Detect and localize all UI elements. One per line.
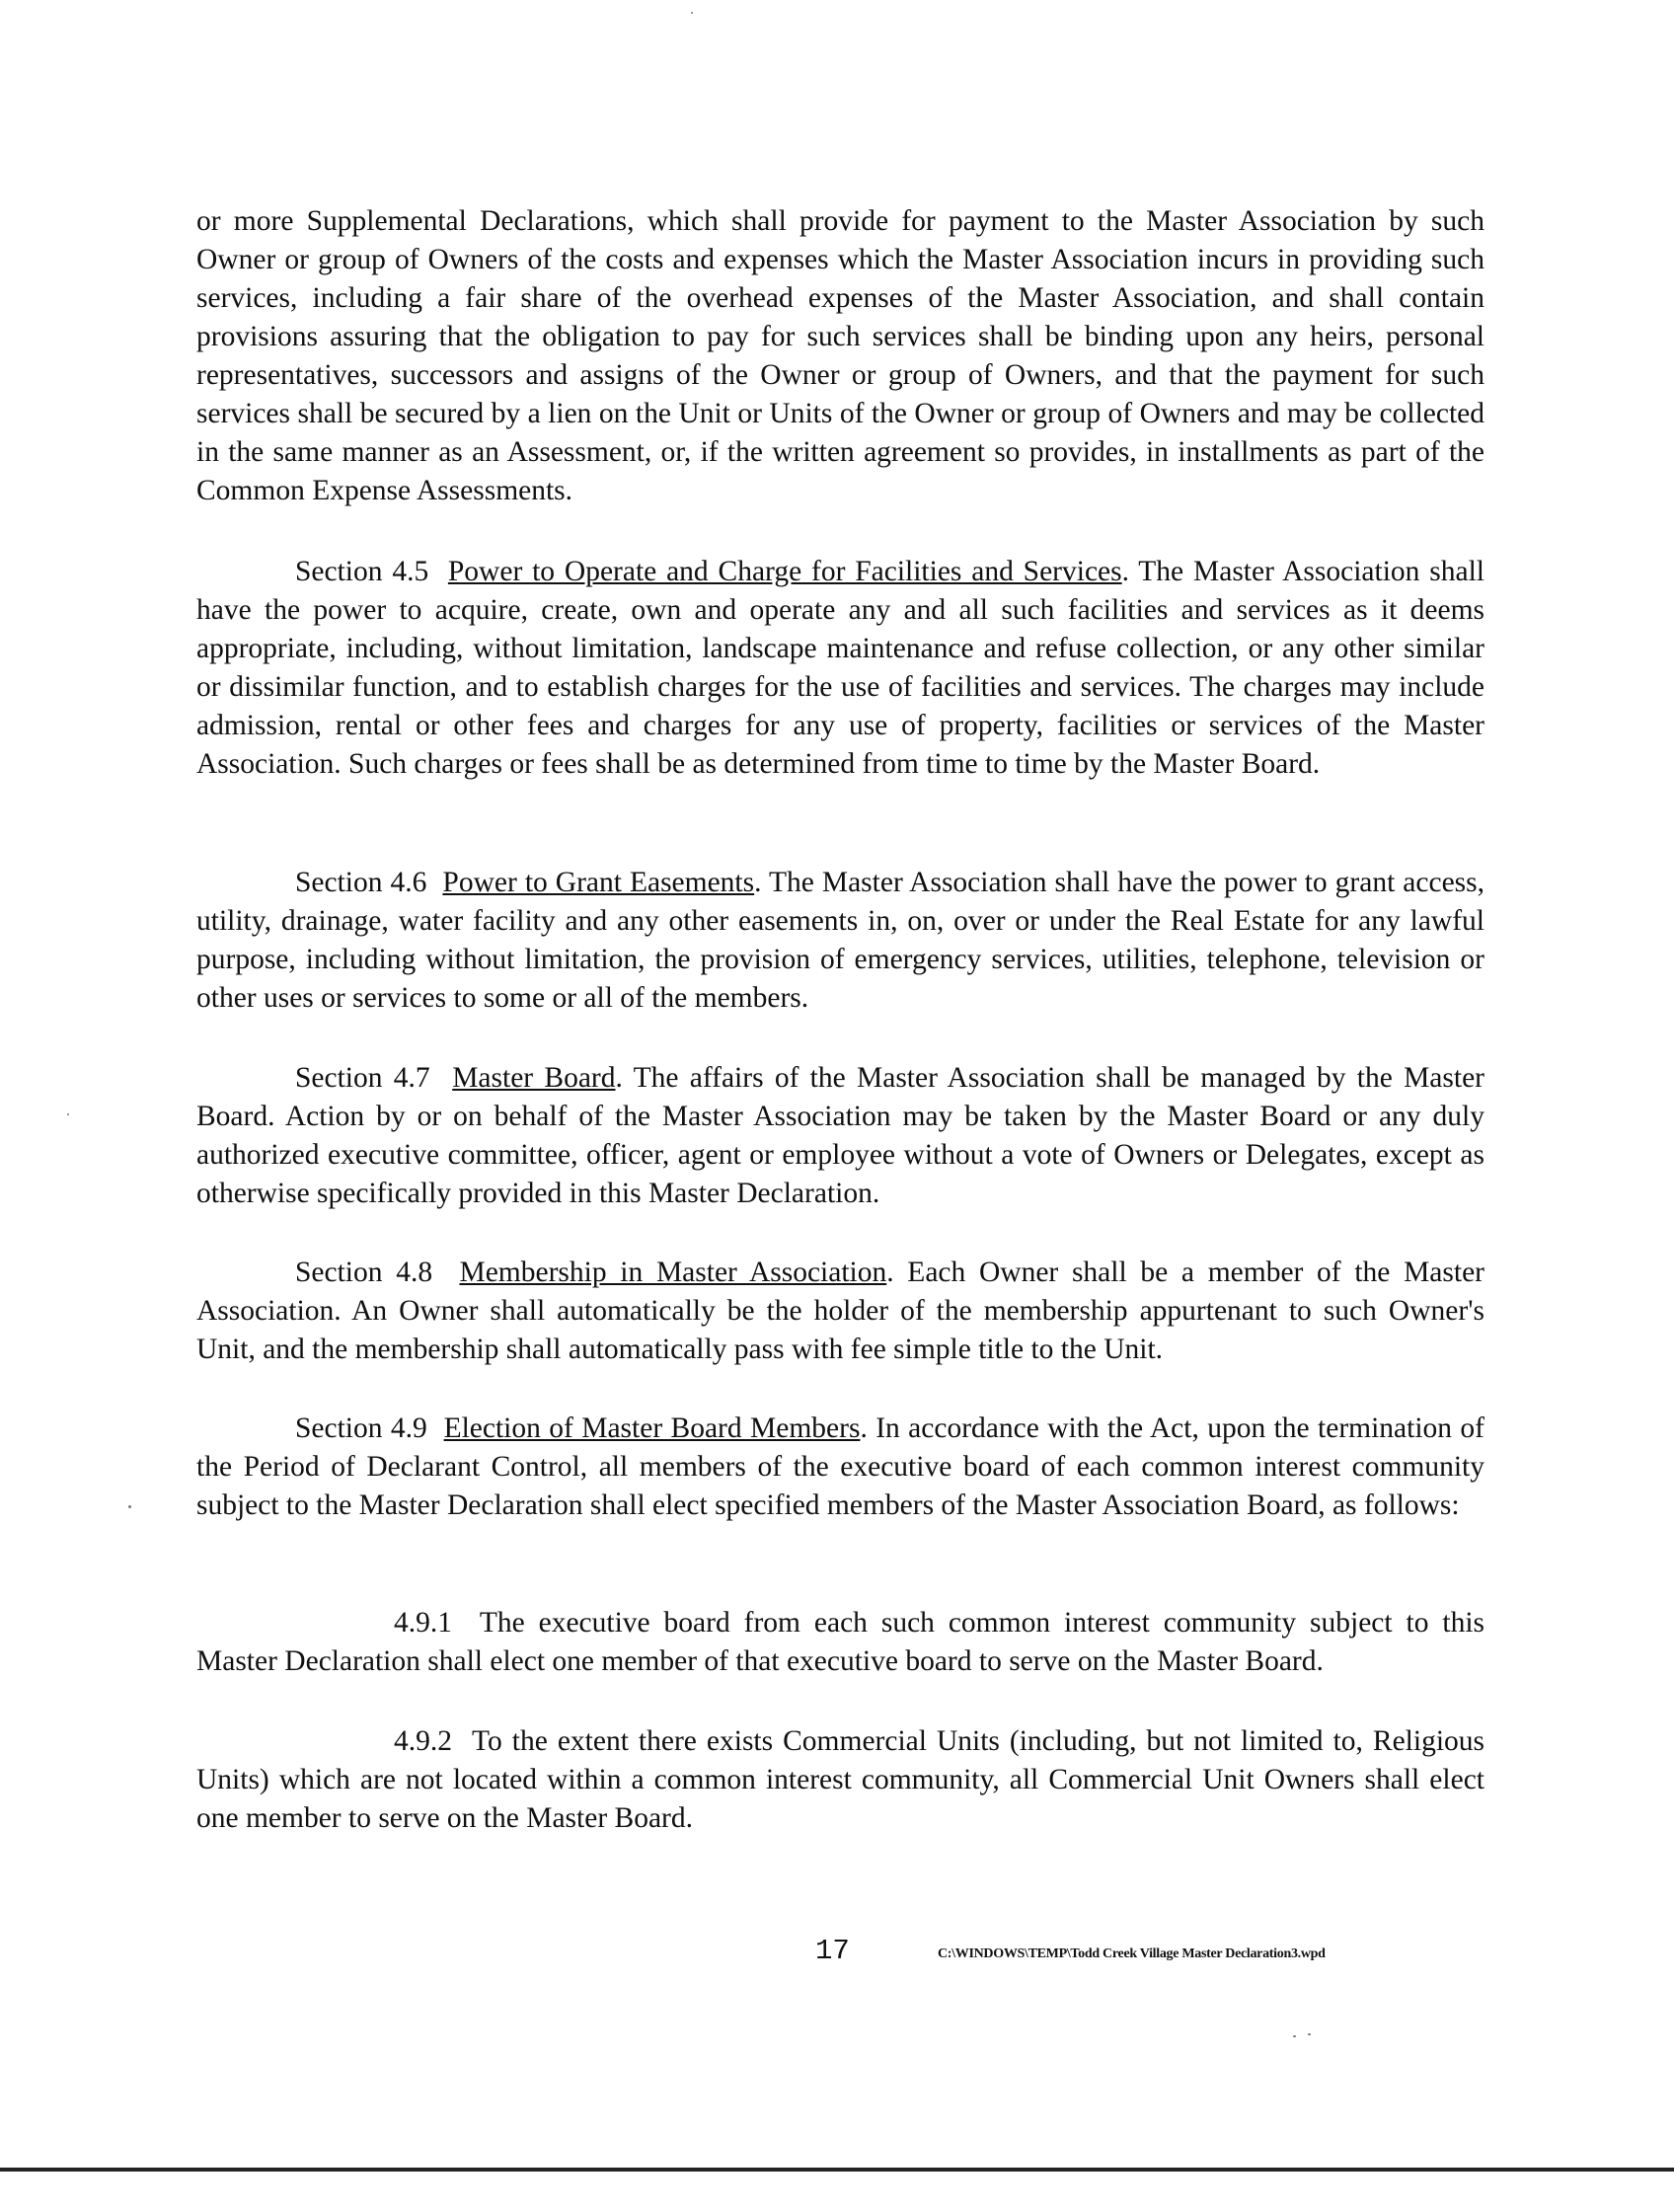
bottom-scan-rule — [0, 2168, 1674, 2172]
scan-speck — [128, 1505, 131, 1508]
section-body: . The Master Association shall have the power to acquire, create, own and operate any and all such facilities and services as it deems appropriate, including, without limitation, landscape maintenance and refuse collection, or any other similar or dissimilar function, and to establish charges for the use of facilities and services. The charges may include admission, rental or other fees and charges for any use of property, facilities or services of the Master Association. Such charges or fees shall be as determined from time to time by the Master Board. — [196, 556, 1484, 780]
scan-speck — [67, 1113, 69, 1115]
section-title: Election of Master Board Members — [443, 1412, 861, 1444]
section-4-9 — [196, 1410, 1484, 1525]
section-title: Membership in Master Association — [459, 1257, 887, 1288]
section-body: . The affairs of the Master Association shall be managed by the Master Board. Action by or on behalf of the Master Association may be taken by the Master Board or any duly authorized executive committee, officer, agent or employee without a vote of Owners or Delegates, except as otherwise specifically provided in this Master Declaration. — [196, 1062, 1484, 1209]
section-number: Section 4.5 — [295, 556, 429, 587]
scan-speck — [1308, 2033, 1311, 2035]
section-number: Section 4.9 — [295, 1412, 427, 1444]
page-number: 17 — [815, 1935, 850, 1967]
subsection-number: 4.9.2 — [394, 1725, 452, 1757]
section-4-7 — [196, 1059, 1484, 1213]
section-title: Power to Grant Easements — [442, 867, 755, 898]
subsection-4-9-2 — [196, 1722, 1484, 1838]
section-4-6 — [196, 864, 1484, 1018]
section-4-5 — [196, 553, 1484, 784]
section-title: Master Board — [452, 1062, 616, 1094]
section-body: . In accordance with the Act, upon the termination of the Period of Declarant Control, all members of the executive board of each common interest community subject to the Master Declaration shall elect specified members of the Master Association Board, as follows: — [196, 1412, 1485, 1521]
subsection-4-9-1 — [196, 1604, 1484, 1681]
section-4-8 — [196, 1254, 1484, 1369]
section-body: . Each Owner shall be a member of the Master Association. An Owner shall automatically be the holder of the membership appurtenant to such Owner's Unit, and the membership shall automatically pass with fee simple title to the Unit. — [196, 1257, 1484, 1365]
section-number: Section 4.6 — [295, 867, 427, 898]
scan-speck — [691, 12, 693, 14]
scan-speck — [1293, 2035, 1296, 2037]
section-number: Section 4.7 — [295, 1062, 430, 1094]
section-title: Power to Operate and Charge for Facilities and Services — [447, 556, 1122, 587]
continuation-paragraph: or more Supplemental Declarations, which shall provide for payment to the Master Association by such Owner or group of Owners of the costs and expenses which the Master Association incurs in providing such services, including a fair share of the overhead expenses of the Master Association, and shall contain provisions assuring that the obligation to pay for such services shall be binding upon any heirs, personal representatives, successors and assigns of the Owner or group of Owners, and that the payment for such services shall be secured by a lien on the Unit or Units of the Owner or group of Owners and may be collected in the same manner as an Assessment, or, if the written agreement so provides, in installments as part of the Common Expense Assessments. — [196, 205, 1484, 506]
subsection-number: 4.9.1 — [394, 1607, 452, 1639]
subsection-body: To the extent there exists Commercial Units (including, but not limited to, Religious Units) which are not located within a common interest community, all Commercial Unit Owners shall elect one member to serve on the Master Board. — [196, 1725, 1485, 1834]
subsection-body: The executive board from each such common interest community subject to this Master Declaration shall elect one member of that executive board to serve on the Master Board. — [196, 1607, 1484, 1677]
file-path: C:\WINDOWS\TEMP\Todd Creek Village Master Declaration3.wpd — [938, 1946, 1326, 1961]
section-body: . The Master Association shall have the power to grant access, utility, drainage, water facility and any other easements in, on, over or under the Real Estate for any lawful purpose, including without limitation, the provision of emergency services, utilities, telephone, television or other uses or services to some or all of the members. — [196, 867, 1484, 1014]
section-number: Section 4.8 — [295, 1257, 433, 1288]
